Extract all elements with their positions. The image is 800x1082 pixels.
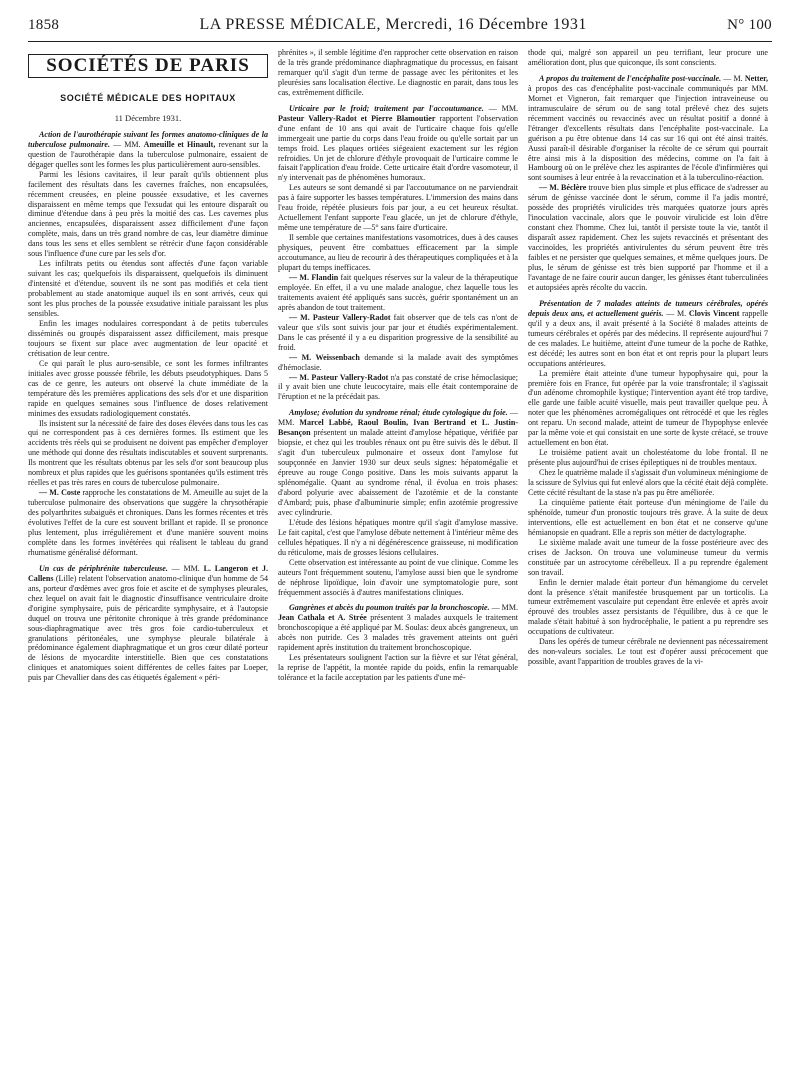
paragraph: La cinquième patiente était porteuse d'un méningiome de l'aile du sphénoïde, tumeur d'un pronostic toujours très grave. À la suite de deux interventions, elle est actuellement en bon état et ne conserve qu'une hémianopsie en quadrant. Elle a repris son métier de dactylographe.	[528, 497, 768, 537]
article-tumeurs	[528, 299, 768, 369]
article-gangrenes	[278, 603, 518, 653]
article-encephalite	[528, 74, 768, 183]
article-langeron	[28, 564, 268, 683]
paragraph-text: fait quelques réserves sur la valeur de la thérapeutique employée. En effet, il a vu une malade analogue, chez laquelle tous les traitements avaient été appliqués sans succès, guérir spontanément un an après abandon de tout traitement.	[278, 272, 518, 312]
paragraph: Cette observation est intéressante au point de vue clinique. Comme les auteurs l'ont fréquemment soutenu, l'amylose aussi bien que le syndrome de néphrose lipoïdique, loin d'avoir une symptomatologie pure, sont fréquemment associés à d'autres manifestations cliniques.	[278, 557, 518, 597]
paragraph: revenant sur la question de l'aurothérapie dans la tuberculose pulmonaire, essaient de dégager quelles sont les formes les plus particulièrement auro-sensibles.	[28, 139, 268, 169]
discussant: — M. Weissenbach	[289, 352, 360, 362]
article-authors: Pasteur Vallery-Radot et Pierre Blamoutier	[278, 113, 436, 123]
paragraph-text: trouve bien plus simple et plus efficace de s'adresser au sérum de génisse vaccinée dont le sérum, comme il l'a jadis montré, possède des propriétés virulicides très marquées quatorze jours après l'inoculation vaccinale, alors que le pouvoir virulicide est loin d'être constant chez l'homme. Chez lui, tantôt il persiste toute la vie, tantôt il disparaît assez rapidement. Chez les sujets revaccinés et présentant des vaccinoïdes, les propriétés antivirulentes du sérum peuvent être très faibles et ne persister que quelques semaines, et même quelques jours. De plus, le sérum de génisse est très bien supporté par l'homme et il a l'avantage de ne faire courir aucun danger, les génisses étant tuberculinées et autopsiées après récolte du vaccin.	[528, 183, 768, 292]
paragraph-text: demande si la malade avait des symptômes d'hémoclasie.	[278, 352, 518, 372]
article-title: A propos du traitement de l'encéphalite post-vaccinale.	[539, 73, 722, 83]
text-columns	[28, 48, 772, 1078]
paragraph: Les auteurs se sont demandé si par l'accoutumance on ne parviendrait pas à faire supporter les basses températures. L'immersion des mains dans l'eau froide, répétée plusieurs fois par jour, a eu cet heureux résultat. Actuellement l'enfant supporte l'eau glacée, un jet de chlorure d'éthyle, même une température de —5° sans faire d'urticaire.	[278, 183, 518, 233]
column-1	[28, 48, 268, 1078]
separator: — MM.	[489, 603, 518, 613]
separator: — M.	[663, 308, 689, 318]
article-authors: Ameuille et Hinault,	[143, 139, 216, 149]
paragraph: Ils insistent sur la nécessité de faire des doses élevées dans tous les cas qui ne correspondent pas à ces dernières formes. Ils estiment que les accidents très réels qui se produisent ne doivent pas empêcher d'employer une méthode qui donne des résultats indiscutables et souvent surprenants. Ils montrent que les résultats obtenus par les sels d'or sont beaucoup plus nombreux et plus rapides que les guérisons spontanées qu'ils estiment très réelles et pas très rares en cours de tuberculose pulmonaire.	[28, 418, 268, 488]
session-date: 11 Décembre 1931.	[114, 112, 182, 123]
page-number: 1858	[28, 17, 60, 33]
paragraph-text: n'a pas constaté de crise hémoclasique; il y avait bien une chute leucocytaire, mais elle était contemporaine de l'éruption et ne la précédait pas.	[278, 372, 518, 402]
paragraph-text: fait observer que de tels cas n'ont de valeur que s'ils sont suivis jour par jour et étudiés expérimentalement. Dans le cas présenté il y a eu disparition progressive de la sensibilité au froid.	[278, 312, 518, 352]
paragraph-discussion	[278, 353, 518, 373]
paragraph-text: rapportent l'observation d'une enfant de 10 ans qui avait de l'urticaire chaque fois qu'elle immergeait une partie du corps dans l'eau froide ou qu'elle sortait par un temps froid. Les plaques ortiées siégeaient exactement sur les région refroidies. Un jet de chlorure d'éthyle provoquait de l'urticaire comme le faisait l'application d'eau froide. Cette urticaire était d'ordre vasomoteur, il n'y intervenait pas de phénomènes humoraux.	[278, 113, 518, 183]
article-ameuille	[28, 130, 268, 170]
paragraph: Le sixième malade avait une tumeur de la fosse postérieure avec des crises de Jackson. On trouva une volumineuse tumeur du vermis constituée par un astrocytome cérébelleux. Il a pu reprendre également son travail.	[528, 537, 768, 577]
paragraph: Parmi les lésions cavitaires, il leur paraît qu'ils obtiennent plus facilement des résultats dans les cavernes fraîches, non encapsulées, récemment creusées, en pleine poussée exsudative, et les cavernes disparaissent en même temps que l'exsudat qui les entoure disparaît ou diminue d'étendue dans à peu près la moitié des cas. Les cavernes plus anciennes, encapsulées, disparaissent assez difficilement d'une façon complète, mais, dans un très grand nombre de cas, leur diamètre diminue dans tous les sens et elles semblent se rétrécir d'une façon considérable sous l'influence d'une cure par les sels d'or.	[28, 169, 268, 259]
paragraph: Dans les opérés de tumeur cérébrale ne deviennent pas nécessairement des non-valeurs sociales. Le tout est d'opérer aussi précocement que possible, avant l'apparition de troubles graves de la vi-	[528, 637, 768, 667]
separator: — MM.	[110, 139, 144, 149]
separator: — MM.	[278, 408, 518, 428]
discussant: — M. Béclère	[539, 183, 587, 193]
article-title: Amylose; évolution du syndrome rénal; étude cytologique du foie.	[289, 408, 508, 418]
article-authors: Marcel Labbé, Raoul Boulin, Ivan Bertrand et L. Justin-Besançon	[278, 418, 518, 438]
discussant: — M. Flandin	[289, 272, 339, 282]
paragraph: Les infiltrats petits ou étendus sont affectés d'une façon variable suivant les cas; quelquefois ils disparaissent, quelquefois ils diminuent d'intensité et d'étendue, souvent ils ne sont pas modifiés et cela tient probablement au stade anatomique auquel ils en sont arrivés, ceux qui sont les plus proches de la poussée exsudative initiale paraissant les plus sensibles.	[28, 259, 268, 319]
separator: — MM.	[483, 103, 518, 113]
paragraph-discussion	[278, 373, 518, 403]
column-2	[278, 48, 518, 1078]
paragraph-discussion	[28, 488, 268, 558]
paragraph: Enfin le dernier malade était porteur d'un hémangiome du cervelet dont la présence s'était manifestée brusquement par un torticolis. La tumeur extrêmement vasculaire put cependant être enlevée et après avoir éprouvé des troubles assez persistants de l'équilibre, dus à ce que le malade s'était habitué à son hydrocéphalie, le patient a pu reprendre ses occupations de cultivateur.	[528, 577, 768, 637]
discussant: — M. Pasteur Vallery-Radot	[289, 372, 389, 382]
paragraph-text: présentent 3 malades auxquels le traitement bronchoscopique a été appliqué par M. Soulas: deux abcès gangreneux, un abcès non putride. Ces 3 malades très gravement atteints ont guéri rapidement après institution du traitement bronchoscopique.	[278, 613, 518, 653]
paragraph: Les présentateurs soulignent l'action sur la fièvre et sur l'état général, la reprise de l'appétit, la montée rapide du poids, enfin la remarquable tolérance et la facile acceptation par les patients d'une mé-	[278, 653, 518, 683]
article-title: Gangrènes et abcès du poumon traités par la bronchoscopie.	[289, 603, 490, 613]
article-title: Présentation de 7 malades atteints de tumeurs cérébrales, opérés depuis deux ans, et actuellement guéris.	[528, 298, 768, 318]
paragraph-text: rappelle qu'il y a deux ans, il avait présenté à la Société 8 malades atteints de tumeurs cérébrales et opérés par des médecins. Il représente aujourd'hui 7 de ces malades. Le huitième, atteint d'une tumeur de la poche de Rathke, est décédé; les autres sont en bon état et ont repris pour la plupart leurs occupations antérieures.	[528, 308, 768, 368]
article-amylose	[278, 408, 518, 517]
paragraph: Chez le quatrième malade il s'agissait d'un volumineux méningiome de la scissure de Sylvius qui fut enlevé alors que la cécité était déjà complète. Cette cécité résultant de la stase n'a pas pu être améliorée.	[528, 468, 768, 497]
article-title: Un cas de périphrénite tuberculeuse.	[39, 563, 168, 573]
column-3	[528, 48, 768, 1078]
separator: — MM.	[167, 563, 204, 573]
paragraph: Il semble que certaines manifestations vasomotrices, dues à des causes physiques, peuvent être combattues efficacement par la simple accoutumance, au lieu de recourir à des thérapeutiques compliquées et à la plupart du temps inefficaces.	[278, 233, 518, 273]
paragraph-text: présentent un malade atteint d'amylose hépatique, vérifiée par biopsie, et chez qui les troubles rénaux ont pu être suivis dès le début. Il s'agit d'un tuberculeux pulmonaire et osseux dont l'amylose fut soupçonnée en Janvier 1930 sur deux seuls signes: hépatomégalie et épreuve au rouge Congo positive. Dans les mois suivants apparut la splénomégalie. Quant au syndrome rénal, il évolua en trois phases: d'abord polyurie avec abaissement de l'azotémie et de la constante d'Ambard; puis, phase d'albuminurie simple; enfin azotémie progressive avec cylindrurie.	[278, 428, 518, 517]
article-title: Urticaire par le froid; traitement par l'accoutumance.	[289, 103, 484, 113]
paragraph: Le troisième patient avait un cholestéatome du lobe frontal. Il ne présente plus aujourd'hui de crises épileptiques ni de troubles mentaux.	[528, 448, 768, 468]
paragraph-text: (Lille) relatent l'observation anatomo-clinique d'un homme de 54 ans, porteur d'œdèmes avec gros foie et ascite et de symphyses pleurales, chez lequel on avait fait le diagnostic d'insuffisance ventriculaire droite d'origine symphysaire, puis de péricardite symphysaire, et à l'autopsie duquel on trouva une péritonite chronique à très grande prédominance sous-diaphragmatique avec très gros foie cardio-tuberculeux et granulations péritonéales, une symphyse pleurale bilatérale à prédominance également diaphragmatique et un gros cœur dilaté porteur de lésions de myocardite interstitielle. Bien que ces constatations cliniques et anatomiques soient différentes de celles faites par Loeper, puis par Chevallier dans des cas étiquetés également « péri-	[28, 573, 268, 683]
article-urticaire	[278, 104, 518, 184]
society-title: SOCIÉTÉ MÉDICALE DES HOPITAUX	[60, 92, 236, 103]
paragraph-discussion	[528, 183, 768, 292]
discussant: — M. Pasteur Vallery-Radot	[289, 312, 391, 322]
article-title: Action de l'aurothérapie suivant les formes anatomo-cliniques de la tuberculose pulmonaire.	[28, 129, 268, 149]
paragraph: Enfin les images nodulaires correspondant à de petits tubercules disséminés ou groupés disparaissent assez difficilement, mais presque toujours se fixent sur place avec augmentation de leur opacité et crétisation de leur centre.	[28, 318, 268, 358]
paragraph: Ce qui paraît le plus auro-sensible, ce sont les formes infiltrantes initiales avec grosse poussée fébrile, les débuts pseudotyphiques. Dans 5 cas de ce genre, les auteurs ont observé la chute immédiate de la température dès les premières applications des sels d'or et une disparition rapide en quelques semaines sous l'influence de doses relativement minimes des exsudats radiologiquement constatés.	[28, 358, 268, 418]
paragraph-text: à propos des cas d'encéphalite post-vaccinale communiqués par MM. Mornet et Vigneron, fait remarquer que l'injection intraveineuse ou intramusculaire de sérum ou de sang total prélevé chez des sujets récemment vaccinés ou revaccinés avec un résultat positif a donné à l'étranger d'excellents résultats dans l'encéphalite post-vaccinale. La guérison a pu être obtenue dans 14 cas sur 16 qui ont été ainsi traités. Aussi paraît-il désirable d'organiser la récolte de ce sérum qui pourrait être ainsi mis à la disposition des médecins, comme on l'a fait à Hambourg où on le prélève chez les aspirantes de l'école d'infirmières qui sont soumises à leur entrée à la revaccination et à la tuberculino-réaction.	[528, 83, 768, 183]
article-authors: L. Langeron et J. Callens	[28, 563, 268, 583]
separator: — M.	[721, 73, 745, 83]
discussant: — M. Coste	[39, 488, 81, 498]
article-authors: Clovis Vincent	[688, 308, 740, 318]
issue-number: N° 100	[727, 17, 772, 33]
paragraph: L'étude des lésions hépatiques montre qu'il s'agit d'amylose massive. Le fait capital, c'est que l'amylose débute nettement à l'intérieur même des cellules hépatiques. Il n'y a ni dégénérescence graisseuse, ni modification du réticulome, mais de grosses lésions cellulaires.	[278, 517, 518, 557]
article-authors: Netter,	[744, 73, 768, 83]
section-title: SOCIÉTÉS DE PARIS	[28, 54, 268, 78]
paragraph-continued: phrénites », il semble légitime d'en rapprocher cette observation en raison de la très grande prédominance diaphragmatique du processus, en faisant remarquer qu'il s'agit d'un terme de passage avec les péritonites et les pleurésies sans localisation élective. Le diagnostic en parait, dans tous les cas, extrêmement difficile.	[278, 48, 518, 97]
paragraph: La première était atteinte d'une tumeur hypophysaire qui, pour la première fois en France, fut opérée par la voie transfrontale; il s'agissait d'un adénome chromophile kystique; l'intervention ayant été trop tardive, elle garde une faible acuité visuelle, mais peut travailler quelque peu. À noter que les phénomènes acromégaliques ont rétrocédé et que les règles ont reparu. Un second malade, atteint de tumeur de l'hypophyse enlevée par la même voie et qui consistait en une sorte de kyste crétacé, se trouve actuellement en bon état.	[528, 368, 768, 448]
page-header	[28, 16, 772, 42]
journal-title: LA PRESSE MÉDICALE, Mercredi, 16 Décembre 1931	[199, 16, 587, 33]
paragraph-discussion	[278, 273, 518, 313]
article-authors: Jean Cathala et A. Strée	[278, 613, 367, 623]
paragraph-text: rapproche les constatations de M. Ameuille au sujet de la tuberculose pulmonaire des observations que suggère la chrysothérapie des polyarthrites subaiguës et chroniques. Dans les formes récentes et très évolutives l'effet de la cure est souvent brillant et rapide. Il se prononce plus lentement, plus irrégulièrement et d'une manière souvent moins complète dans les formes invétérées qui réalisent le tableau du grand rhumatisme généralisé déformant.	[28, 488, 268, 557]
paragraph-continued: thode qui, malgré son appareil un peu terrifiant, leur procure une amélioration dont, plus que quiconque, ils sont conscients.	[528, 48, 768, 67]
paragraph-discussion	[278, 313, 518, 353]
